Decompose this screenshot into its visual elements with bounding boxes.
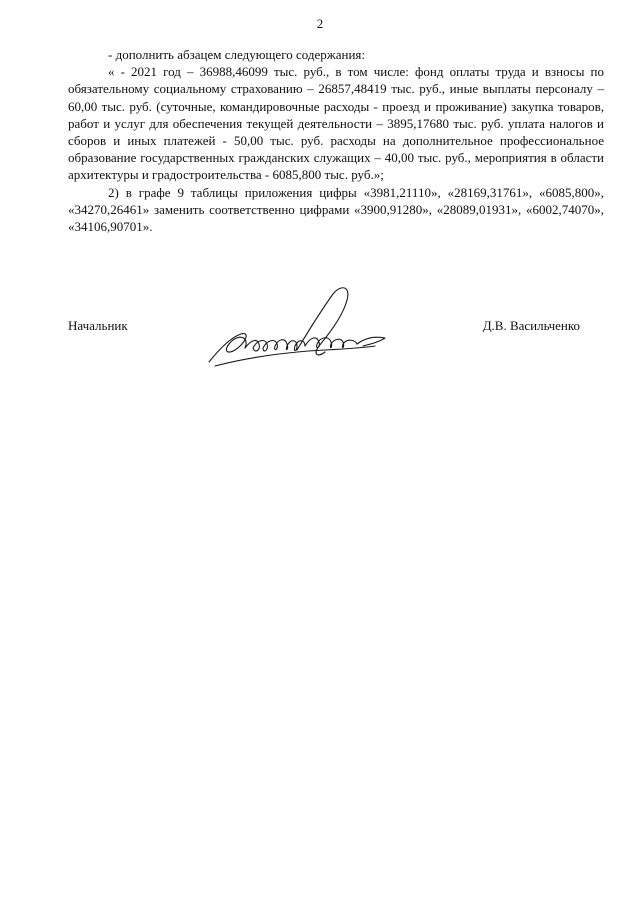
signer-title: Начальник <box>68 318 128 333</box>
paragraph-table-amendment: 2) в графе 9 таблицы приложения цифры «3981,21110», «28169,31761», «6085,800», «34270,26461» заменить соответственно цифрами «3900,91280», «28089,01931», «6002,74070», «34106,90701». <box>68 184 604 235</box>
paragraph-intro: - дополнить абзацем следующего содержания: <box>108 47 365 62</box>
document-body <box>68 46 604 235</box>
paragraph-2021-budget: « - 2021 год – 36988,46099 тыс. руб., в том числе: фонд оплаты труда и взносы по обязательному социальному страхованию – 26857,48419 тыс. руб., иные выплаты персоналу – 60,00 тыс. руб. (суточные, командировочные расходы - проезд и проживание) закупка товаров, работ и услуг для обеспечения текущей деятельности – 3895,17680 тыс. руб. уплата налогов и сборов и иных платежей - 50,00 тыс. руб. расходы на дополнительное профессиональное образование государственных гражданских служащих – 40,00 тыс. руб., мероприятия в области архитектуры и градостроительства - 6085,800 тыс. руб.»; <box>68 64 604 183</box>
handwritten-signature <box>205 278 395 370</box>
signer-name: Д.В. Васильченко <box>482 318 580 333</box>
page-number: 2 <box>316 16 324 31</box>
